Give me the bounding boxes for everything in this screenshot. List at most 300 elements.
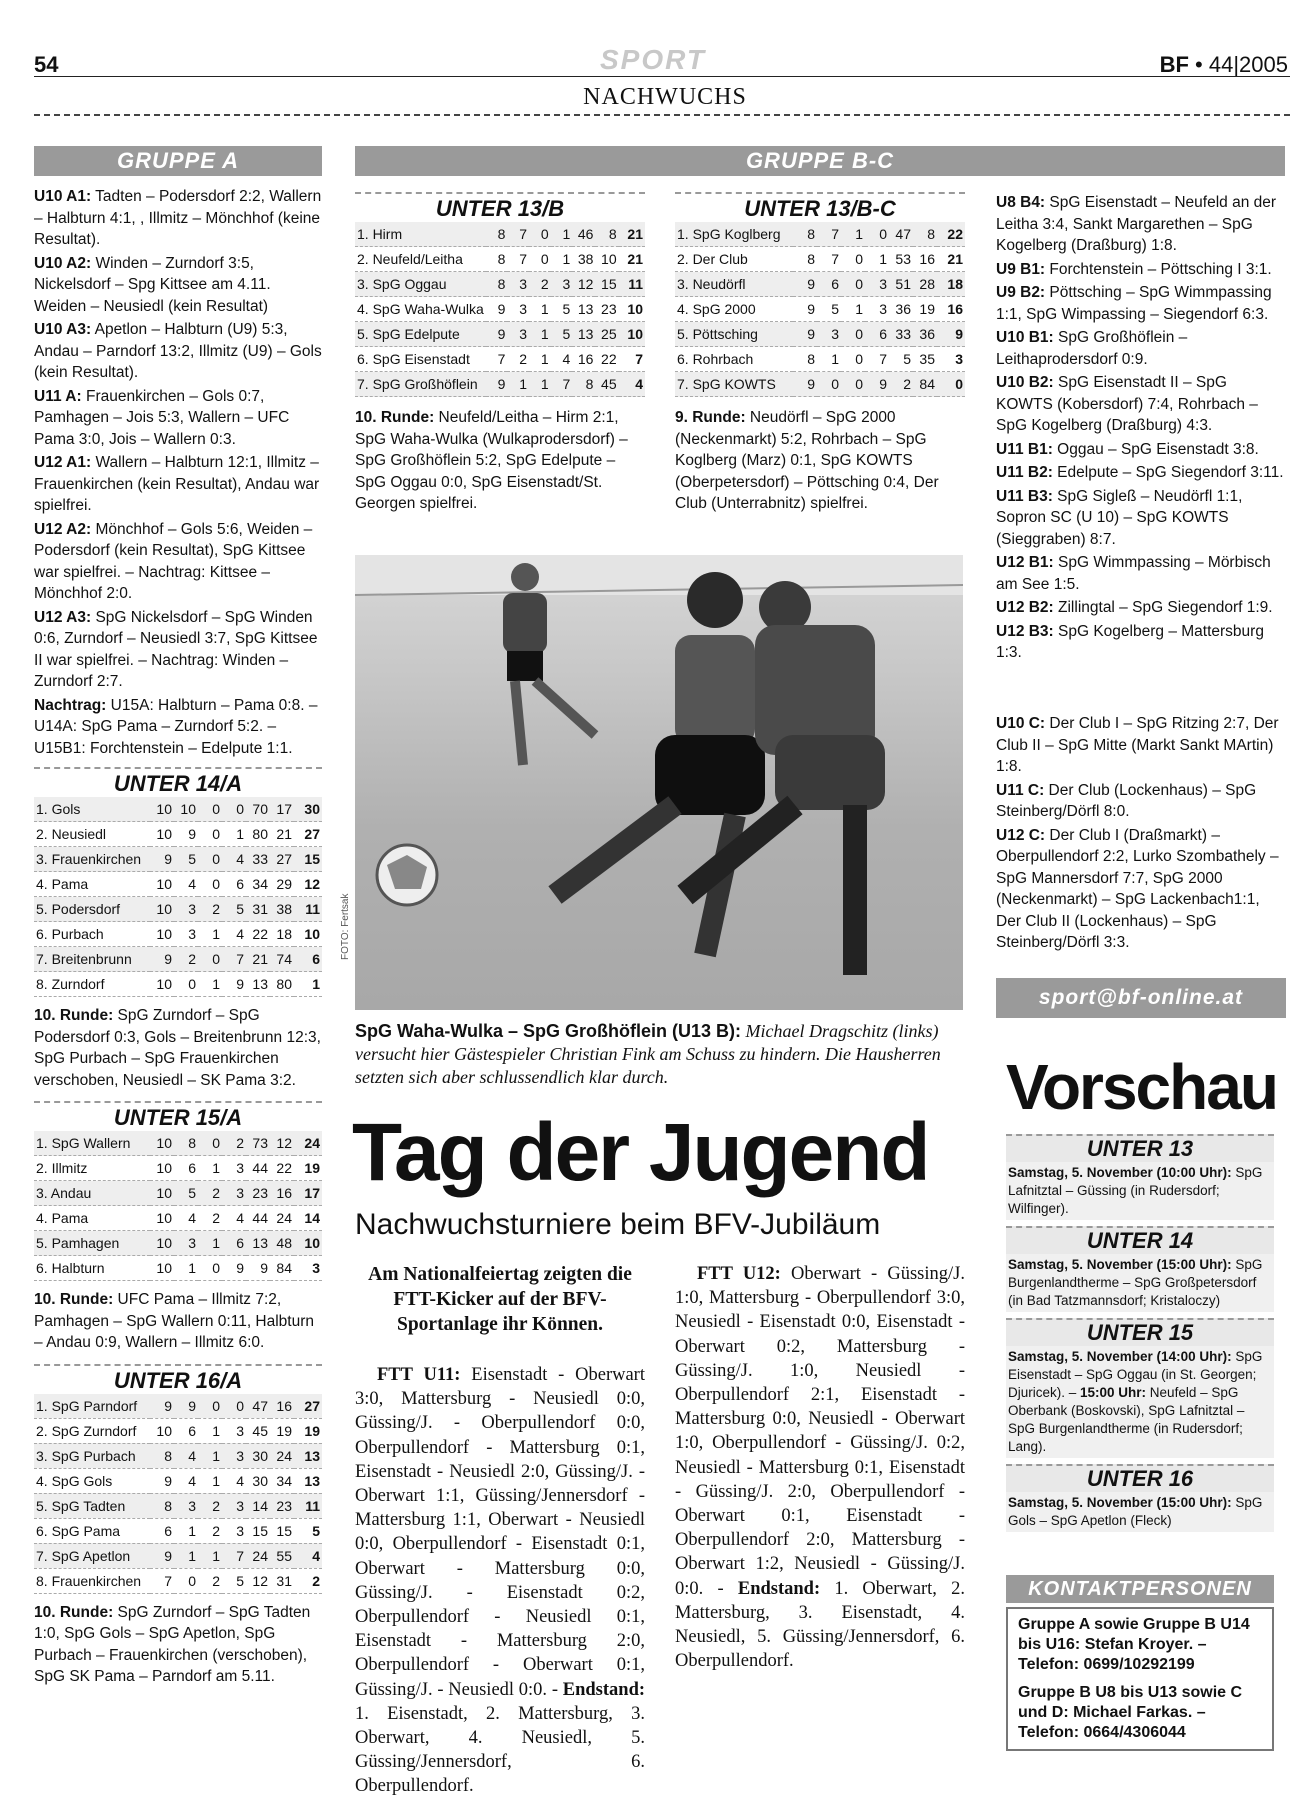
stat-cell: 3 xyxy=(222,1518,246,1543)
article-p1-end-label: Endstand: xyxy=(562,1679,646,1700)
stat-cell: 2 xyxy=(507,347,529,372)
stat-cell: 10 xyxy=(150,872,174,897)
stat-cell: 1 xyxy=(529,372,551,397)
stat-cell: 5 xyxy=(551,322,573,347)
stat-cell: 0 xyxy=(198,872,222,897)
vorschau-match: SpG Gols – SpG Apetlon (Fleck) xyxy=(1008,1495,1263,1528)
group-c-result-text: Der Club I (Draßmarkt) – Oberpullendorf 2:2, Lurko Szombathely – SpG Mannersdorf 7:7, SpG 2000 (Neckenmarkt) – SpG Lackenbach1:1, Der Club II (Lockenhaus) – SpG Steinberg/Dörfl 3:3. xyxy=(996,826,1279,951)
article-p1-end-text: 1. Eisenstadt, 2. Mattersburg, 3. Oberwart, 4. Neusiedl, 5. Güssing/Jennersdorf, 6. Oberpullendorf. xyxy=(355,1703,645,1797)
stat-cell: 3 xyxy=(865,297,889,322)
table-row xyxy=(34,1394,322,1419)
stat-cell: 6 xyxy=(817,272,841,297)
stat-cell: 15 xyxy=(270,1518,294,1543)
stat-cell: 0 xyxy=(841,347,865,372)
stat-cell: 33 xyxy=(246,847,270,872)
table-row xyxy=(355,347,645,372)
stat-cell: 1 xyxy=(198,972,222,997)
stat-cell: 51 xyxy=(889,272,913,297)
stat-cell: 13 xyxy=(572,297,595,322)
group-a-result-item xyxy=(34,386,322,451)
stat-cell: 10 xyxy=(150,922,174,947)
points: 16 xyxy=(937,297,965,322)
points: 12 xyxy=(294,872,322,897)
stat-cell: 9 xyxy=(793,322,817,347)
team-name: 6. Purbach xyxy=(34,922,150,947)
group-a-column xyxy=(34,146,322,1688)
stat-cell: 23 xyxy=(270,1493,294,1518)
group-a-result-label: Nachtrag: xyxy=(34,696,107,714)
stat-cell: 9 xyxy=(174,822,198,847)
group-b-result-text: SpG Kogelberg – Mattersburg 1:3. xyxy=(996,622,1264,661)
stat-cell: 4 xyxy=(551,347,573,372)
table-row xyxy=(355,322,645,347)
group-b-result-item xyxy=(996,621,1286,664)
u14a-runde xyxy=(34,1005,322,1091)
stat-cell: 0 xyxy=(841,372,865,397)
group-a-result-item xyxy=(34,253,322,318)
table-row xyxy=(34,1518,322,1543)
vorschau-match: SpG Burgenlandtherme – SpG Großpetersdorf (in Bad Tatzmannsdorf; Kristaloczy) xyxy=(1008,1257,1263,1308)
stat-cell: 0 xyxy=(198,1394,222,1419)
team-name: 1. Hirm xyxy=(355,222,486,247)
team-name: 3. SpG Oggau xyxy=(355,272,486,297)
stat-cell: 3 xyxy=(174,922,198,947)
stat-cell: 2 xyxy=(198,1493,222,1518)
team-name: 3. Frauenkirchen xyxy=(34,847,150,872)
team-name: 8. Zurndorf xyxy=(34,972,150,997)
points: 1 xyxy=(294,972,322,997)
stat-cell: 3 xyxy=(222,1493,246,1518)
stat-cell: 47 xyxy=(889,222,913,247)
stat-cell: 10 xyxy=(150,1206,174,1231)
group-a-result-text: Apetlon – Halbturn (U9) 5:3, Andau – Parndorf 13:2, Illmitz (U9) – Gols (kein Resultat). xyxy=(34,321,322,381)
stat-cell: 4 xyxy=(222,922,246,947)
stat-cell: 46 xyxy=(572,222,595,247)
team-name: 5. SpG Tadten xyxy=(34,1493,150,1518)
stat-cell: 7 xyxy=(507,247,529,272)
stat-cell: 8 xyxy=(572,372,595,397)
stat-cell: 9 xyxy=(150,1543,174,1568)
table-row xyxy=(34,1206,322,1231)
vorschau-match: SpG Eisenstadt – SpG Oggau (in St. Georgen; Djuricek). – xyxy=(1008,1349,1263,1400)
stat-cell: 18 xyxy=(270,922,294,947)
group-a-result-label: U12 A1: xyxy=(34,454,92,471)
stat-cell: 0 xyxy=(174,972,198,997)
stat-cell: 1 xyxy=(198,1443,222,1468)
stat-cell: 10 xyxy=(150,972,174,997)
table-row xyxy=(34,1493,322,1518)
group-c-result-label: U12 C: xyxy=(996,826,1046,844)
stat-cell: 7 xyxy=(865,347,889,372)
table-row xyxy=(355,372,645,397)
group-b-result-text: Oggau – SpG Eisenstadt 3:8. xyxy=(1052,440,1259,458)
group-a-result-item xyxy=(34,519,322,605)
stat-cell: 80 xyxy=(270,972,294,997)
vorschau-match: SpG Lafnitztal – Güssing (in Rudersdorf; Wilfinger). xyxy=(1008,1165,1263,1216)
stat-cell: 15 xyxy=(246,1518,270,1543)
stat-cell: 1 xyxy=(817,347,841,372)
vorschau-block-text xyxy=(1006,1162,1274,1220)
stat-cell: 3 xyxy=(817,322,841,347)
group-b-result-item xyxy=(996,282,1286,325)
points: 27 xyxy=(294,822,322,847)
table-row xyxy=(34,1256,322,1281)
table-row xyxy=(34,1443,322,1468)
stat-cell: 7 xyxy=(817,247,841,272)
stat-cell: 19 xyxy=(913,297,937,322)
group-a-results xyxy=(34,186,322,759)
table-row xyxy=(34,897,322,922)
u16a-runde-label: 10. Runde: xyxy=(34,1603,114,1621)
group-b-result-item xyxy=(996,372,1286,437)
group-b-result-label: U12 B3: xyxy=(996,622,1054,640)
vorschau-block-text xyxy=(1006,1492,1274,1532)
stat-cell: 6 xyxy=(222,872,246,897)
stat-cell: 6 xyxy=(174,1418,198,1443)
u13b-runde-label: 10. Runde: xyxy=(355,409,435,426)
group-a-result-text: Mönchhof – Gols 5:6, Weiden – Podersdorf (kein Resultat), SpG Kittsee war spielfrei. – Nachtrag: Kittsee – Mönchhof 2:0. xyxy=(34,520,313,602)
stat-cell: 21 xyxy=(246,947,270,972)
table-row xyxy=(675,272,965,297)
table-row xyxy=(675,247,965,272)
email-bar[interactable]: sport@bf-online.at xyxy=(996,978,1286,1018)
stat-cell: 9 xyxy=(793,297,817,322)
team-name: 3. SpG Purbach xyxy=(34,1443,150,1468)
group-a-result-text: Frauenkirchen – Gols 0:7, Pamhagen – Jois 5:3, Wallern – UFC Pama 3:0, Jois – Wallern 0:3. xyxy=(34,387,290,448)
vorschau-date: 15:00 Uhr: xyxy=(1076,1385,1147,1400)
table-row xyxy=(355,247,645,272)
u13b-block xyxy=(355,192,645,515)
stat-cell: 3 xyxy=(551,272,573,297)
stat-cell: 2 xyxy=(198,1206,222,1231)
stat-cell: 24 xyxy=(270,1206,294,1231)
stat-cell: 30 xyxy=(246,1468,270,1493)
points: 3 xyxy=(294,1256,322,1281)
team-name: 2. Illmitz xyxy=(34,1156,150,1181)
group-b-result-label: U11 B2: xyxy=(996,464,1053,481)
stat-cell: 1 xyxy=(507,372,529,397)
u16a-runde xyxy=(34,1602,322,1688)
points: 10 xyxy=(619,322,645,347)
stat-cell: 55 xyxy=(270,1543,294,1568)
stat-cell: 22 xyxy=(270,1156,294,1181)
stat-cell: 22 xyxy=(246,922,270,947)
table-row xyxy=(34,1543,322,1568)
vorschau-block xyxy=(1006,1318,1274,1458)
vorschau-block-title: UNTER 16 xyxy=(1006,1464,1274,1492)
vorschau-block-title: UNTER 13 xyxy=(1006,1134,1274,1162)
team-name: 2. Neufeld/Leitha xyxy=(355,247,486,272)
stat-cell: 10 xyxy=(150,797,174,822)
points: 10 xyxy=(619,297,645,322)
stat-cell: 9 xyxy=(246,1256,270,1281)
table-row xyxy=(34,1568,322,1593)
group-b-result-label: U8 B4: xyxy=(996,194,1046,211)
stat-cell: 2 xyxy=(174,947,198,972)
stat-cell: 9 xyxy=(486,372,508,397)
team-name: 1. SpG Wallern xyxy=(34,1131,150,1156)
article-p2-end-label: Endstand: xyxy=(737,1578,821,1599)
points: 4 xyxy=(619,372,645,397)
stat-cell: 28 xyxy=(913,272,937,297)
points: 10 xyxy=(294,1231,322,1256)
stat-cell: 0 xyxy=(529,247,551,272)
stat-cell: 9 xyxy=(486,322,508,347)
group-c-result-text: Der Club I – SpG Ritzing 2:7, Der Club II – SpG Mitte (Markt Sankt MArtin) 1:8. xyxy=(996,715,1279,775)
stat-cell: 8 xyxy=(793,347,817,372)
points: 21 xyxy=(937,247,965,272)
vorschau-block-text xyxy=(1006,1346,1274,1458)
stat-cell: 8 xyxy=(486,222,508,247)
team-name: 1. SpG Koglberg xyxy=(675,222,793,247)
stat-cell: 9 xyxy=(222,972,246,997)
kontakt-box xyxy=(1006,1607,1274,1751)
stat-cell: 5 xyxy=(222,897,246,922)
team-name: 3. Andau xyxy=(34,1181,150,1206)
team-name: 6. SpG Pama xyxy=(34,1518,150,1543)
points: 4 xyxy=(294,1543,322,1568)
team-name: 4. SpG 2000 xyxy=(675,297,793,322)
stat-cell: 1 xyxy=(529,297,551,322)
u15a-runde-label: 10. Runde: xyxy=(34,1291,114,1308)
stat-cell: 15 xyxy=(595,272,618,297)
points: 5 xyxy=(294,1518,322,1543)
stat-cell: 10 xyxy=(150,1256,174,1281)
stat-cell: 4 xyxy=(174,1443,198,1468)
stat-cell: 9 xyxy=(150,847,174,872)
group-b-result-text: SpG Eisenstadt – Neufeld an der Leitha 3:4, Sankt Margarethen – SpG Kogelberg (Draßburg) 1:8. xyxy=(996,194,1277,254)
table-row xyxy=(675,322,965,347)
stat-cell: 8 xyxy=(486,272,508,297)
stat-cell: 80 xyxy=(246,822,270,847)
stat-cell: 1 xyxy=(198,1156,222,1181)
group-b-result-text: Edelpute – SpG Siegendorf 3:11. xyxy=(1052,464,1284,481)
stat-cell: 1 xyxy=(551,247,573,272)
header-dashed-rule xyxy=(34,114,1290,116)
stat-cell: 1 xyxy=(551,222,573,247)
stat-cell: 34 xyxy=(246,872,270,897)
u16a-runde-text: SpG Zurndorf – SpG Tadten 1:0, SpG Gols – SpG Apetlon, SpG Purbach – Frauenkirchen (verschoben), SpG SK Pama – Parndorf am 5.11. xyxy=(34,1603,311,1685)
stat-cell: 8 xyxy=(595,222,618,247)
table-row xyxy=(34,847,322,872)
points: 10 xyxy=(294,922,322,947)
group-b-result-text: Zillingtal – SpG Siegendorf 1:9. xyxy=(1053,599,1273,616)
stat-cell: 9 xyxy=(865,372,889,397)
caption-title: SpG Waha-Wulka – SpG Großhöflein (U13 B): xyxy=(355,1021,742,1041)
stat-cell: 2 xyxy=(889,372,913,397)
group-b-result-text: Forchtenstein – Pöttsching I 3:1. xyxy=(1045,260,1272,278)
team-name: 2. Der Club xyxy=(675,247,793,272)
team-name: 7. SpG Apetlon xyxy=(34,1543,150,1568)
group-b-result-item xyxy=(996,552,1286,595)
group-c-result-item xyxy=(996,713,1286,778)
stat-cell: 10 xyxy=(150,1231,174,1256)
stat-cell: 0 xyxy=(817,372,841,397)
stat-cell: 16 xyxy=(913,247,937,272)
kontakt-group-b: Gruppe B U8 bis U13 sowie C und D: Michael Farkas. – Telefon: 0664/4306044 xyxy=(1018,1684,1243,1741)
group-a-result-text: SpG Nickelsdorf – SpG Winden 0:6, Zurndorf – Neusiedl 3:7, SpG Kittsee II war spielfrei. – Nachtrag: Winden – Zurndorf 2:7. xyxy=(34,608,318,690)
stat-cell: 3 xyxy=(222,1443,246,1468)
table-row xyxy=(675,222,965,247)
team-name: 4. SpG Waha-Wulka xyxy=(355,297,486,322)
stat-cell: 1 xyxy=(198,1418,222,1443)
stat-cell: 10 xyxy=(595,247,618,272)
u13bc-runde-label: 9. Runde: xyxy=(675,409,746,426)
table-row xyxy=(34,1181,322,1206)
stat-cell: 47 xyxy=(246,1394,270,1419)
table-row xyxy=(675,372,965,397)
stat-cell: 29 xyxy=(270,872,294,897)
points: 27 xyxy=(294,1394,322,1419)
team-name: 4. SpG Gols xyxy=(34,1468,150,1493)
group-b-result-label: U12 B1: xyxy=(996,554,1054,571)
stat-cell: 12 xyxy=(246,1568,270,1593)
stat-cell: 1 xyxy=(841,222,865,247)
stat-cell: 44 xyxy=(246,1206,270,1231)
stat-cell: 2 xyxy=(198,1568,222,1593)
vorschau-block-title: UNTER 14 xyxy=(1006,1226,1274,1254)
stat-cell: 7 xyxy=(551,372,573,397)
vorschau-match: Neufeld – SpG Oberbank (Boskovski), SpG Lafnitztal – SpG Burgenlandtherme (in Rudersdorf; Lang). xyxy=(1008,1385,1245,1454)
u13bc-block xyxy=(675,192,965,515)
points: 9 xyxy=(937,322,965,347)
stat-cell: 16 xyxy=(572,347,595,372)
stat-cell: 9 xyxy=(793,372,817,397)
stat-cell: 7 xyxy=(817,222,841,247)
stat-cell: 8 xyxy=(174,1131,198,1156)
stat-cell: 3 xyxy=(507,322,529,347)
stat-cell: 0 xyxy=(198,797,222,822)
stat-cell: 0 xyxy=(222,1394,246,1419)
article-p1 xyxy=(355,1363,645,1799)
u14a-runde-label: 10. Runde: xyxy=(34,1007,114,1024)
stat-cell: 4 xyxy=(222,847,246,872)
stat-cell: 3 xyxy=(507,272,529,297)
group-a-result-item xyxy=(34,695,322,760)
table-row xyxy=(355,222,645,247)
points: 19 xyxy=(294,1156,322,1181)
stat-cell: 0 xyxy=(198,822,222,847)
stat-cell: 44 xyxy=(246,1156,270,1181)
kontakt-group-a: Gruppe A sowie Gruppe B U14 bis U16: Stefan Kroyer. – Telefon: 0699/10292199 xyxy=(1018,1616,1250,1673)
group-b-result-item xyxy=(996,327,1286,370)
group-a-result-label: U12 A2: xyxy=(34,520,92,538)
points: 18 xyxy=(937,272,965,297)
table-row xyxy=(34,822,322,847)
stat-cell: 1 xyxy=(198,1468,222,1493)
stat-cell: 7 xyxy=(222,947,246,972)
stat-cell: 8 xyxy=(913,222,937,247)
group-b-result-item xyxy=(996,439,1286,461)
stat-cell: 12 xyxy=(270,1131,294,1156)
points: 22 xyxy=(937,222,965,247)
stat-cell: 5 xyxy=(889,347,913,372)
stat-cell: 0 xyxy=(865,222,889,247)
stat-cell: 1 xyxy=(174,1256,198,1281)
stat-cell: 17 xyxy=(270,797,294,822)
points: 14 xyxy=(294,1206,322,1231)
paper-name: BF xyxy=(1159,52,1189,77)
stat-cell: 31 xyxy=(246,897,270,922)
stat-cell: 16 xyxy=(270,1181,294,1206)
photo-caption xyxy=(355,1020,955,1089)
stat-cell: 25 xyxy=(595,322,618,347)
stat-cell: 4 xyxy=(222,1468,246,1493)
stat-cell: 6 xyxy=(150,1518,174,1543)
stat-cell: 8 xyxy=(150,1493,174,1518)
stat-cell: 0 xyxy=(841,272,865,297)
team-name: 6. SpG Eisenstadt xyxy=(355,347,486,372)
u15a-table xyxy=(34,1131,322,1281)
group-b-result-text: SpG Eisenstadt II – SpG KOWTS (Kobersdorf) 7:4, Rohrbach – SpG Kogelberg (Draßburg) 4:3. xyxy=(996,374,1258,434)
team-name: 5. Pamhagen xyxy=(34,1231,150,1256)
stat-cell: 35 xyxy=(913,347,937,372)
stat-cell: 9 xyxy=(486,297,508,322)
u16a-block xyxy=(34,1364,322,1688)
group-c-results xyxy=(996,713,1286,956)
stat-cell: 10 xyxy=(150,1181,174,1206)
team-name: 7. SpG KOWTS xyxy=(675,372,793,397)
u13b-title: UNTER 13/B xyxy=(355,192,645,222)
u13bc-runde xyxy=(675,407,965,515)
stat-cell: 38 xyxy=(270,897,294,922)
points: 2 xyxy=(294,1568,322,1593)
stat-cell: 13 xyxy=(246,972,270,997)
team-name: 3. Neudörfl xyxy=(675,272,793,297)
stat-cell: 4 xyxy=(174,1468,198,1493)
group-a-result-label: U10 A2: xyxy=(34,254,92,272)
table-row xyxy=(34,872,322,897)
group-b-result-label: U11 B1: xyxy=(996,440,1053,458)
team-name: 4. Pama xyxy=(34,1206,150,1231)
group-a-result-label: U10 A1: xyxy=(34,188,92,205)
stat-cell: 14 xyxy=(246,1493,270,1518)
points: 0 xyxy=(937,372,965,397)
stat-cell: 9 xyxy=(150,947,174,972)
points: 11 xyxy=(619,272,645,297)
header-rule xyxy=(34,76,1290,77)
points: 13 xyxy=(294,1468,322,1493)
article-col-2 xyxy=(675,1262,965,1673)
group-a-result-text: Wallern – Halbturn 12:1, Illmitz – Frauenkirchen (kein Resultat), Andau war spielfrei. xyxy=(34,454,320,514)
group-a-result-label: U11 A: xyxy=(34,387,82,405)
match-photo xyxy=(355,555,963,1010)
group-b-result-text: SpG Sigleß – Neudörfl 1:1, Sopron SC (U 10) – SpG KOWTS (Sieggraben) 8:7. xyxy=(996,487,1243,548)
vorschau-block xyxy=(1006,1134,1274,1220)
table-row xyxy=(34,972,322,997)
stat-cell: 0 xyxy=(529,222,551,247)
stat-cell: 16 xyxy=(270,1394,294,1419)
stat-cell: 19 xyxy=(270,1418,294,1443)
stat-cell: 31 xyxy=(270,1568,294,1593)
stat-cell: 36 xyxy=(889,297,913,322)
stat-cell: 4 xyxy=(174,872,198,897)
points: 30 xyxy=(294,797,322,822)
stat-cell: 2 xyxy=(198,1518,222,1543)
stat-cell: 84 xyxy=(913,372,937,397)
stat-cell: 2 xyxy=(529,272,551,297)
table-row xyxy=(34,1156,322,1181)
stat-cell: 3 xyxy=(222,1418,246,1443)
stat-cell: 2 xyxy=(198,1181,222,1206)
stat-cell: 3 xyxy=(507,297,529,322)
group-a-result-item xyxy=(34,607,322,693)
stat-cell: 6 xyxy=(222,1231,246,1256)
u15a-runde xyxy=(34,1289,322,1354)
group-b-result-label: U9 B2: xyxy=(996,284,1046,301)
stat-cell: 1 xyxy=(174,1518,198,1543)
group-c-result-item xyxy=(996,825,1286,954)
